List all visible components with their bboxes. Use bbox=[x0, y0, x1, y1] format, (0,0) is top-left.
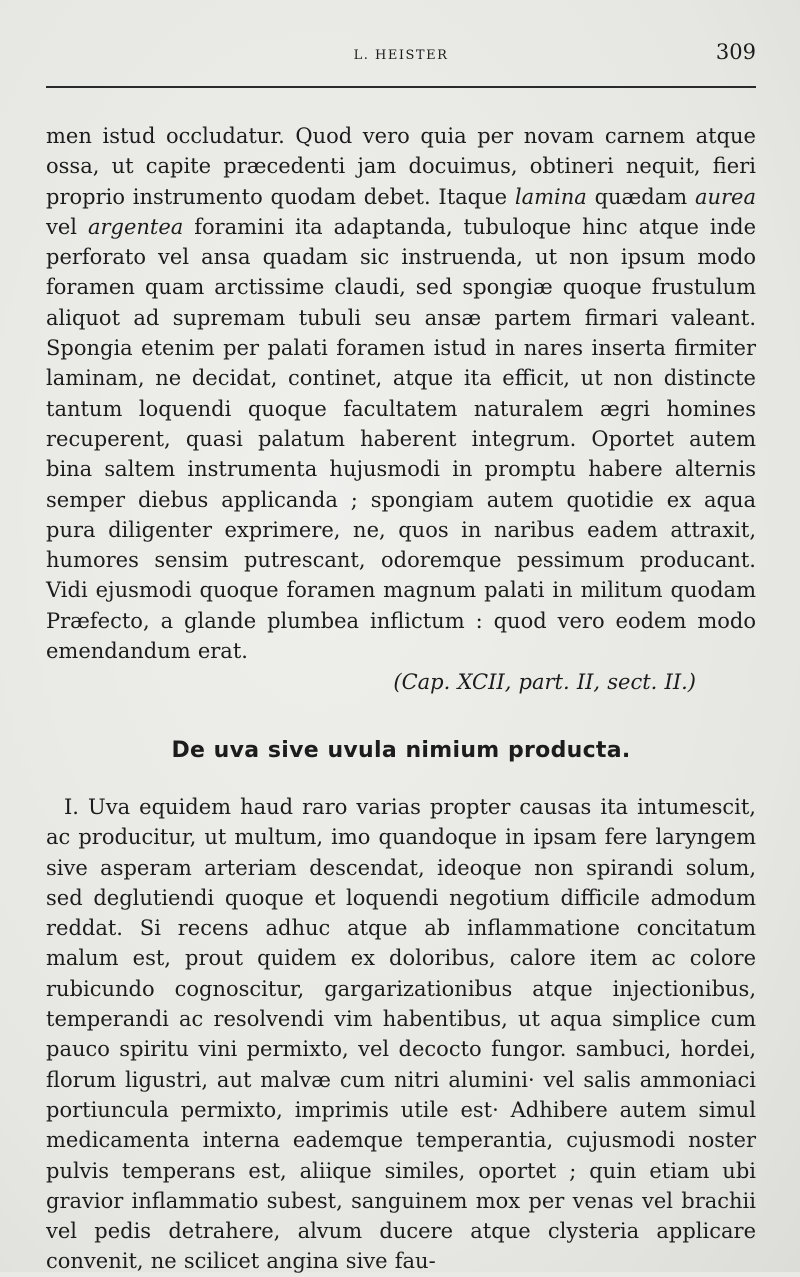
body-text bbox=[46, 121, 756, 1277]
paragraph-text: vel bbox=[46, 214, 88, 239]
paragraph-continuation bbox=[46, 121, 756, 666]
header-rule bbox=[46, 86, 756, 88]
running-head bbox=[46, 34, 756, 84]
paragraph-section-one: I. Uva equidem haud raro varias propter causas ita intumescit, ac producitur, ut multum, imo quandoque in ipsam fere laryngem sive asperam arteriam descendat, ideoque non spirandi solum, sed deglutiendi quoque et loquendi negotium difficile admodum reddat. Si recens adhuc atque ab inflammatione concitatum malum est, prout quidem ex doloribus, calore item ac colore rubicundo cognoscitur, gargarizationibus atque injectionibus, temperandi ac resolvendi vim habentibus, ut aqua simplice cum pauco spiritu vini permixto, vel decocto fungor. sambuci, hordei, florum ligustri, aut malvæ cum nitri alumini· vel salis ammoniaci portiuncula permixto, imprimis utile est· Adhibere autem simul medicamenta interna eademque temperantia, cujusmodi noster pulvis temperans est, aliique similes, oportet ; quin etiam ubi gravior inflammatio subest, sanguinem mox per venas vel brachii vel pedis detrahere, alvum ducere atque clysteria applicare convenit, ne scilicet angina sive fau- bbox=[46, 794, 756, 1274]
italic-term-argentea: argentea bbox=[87, 214, 184, 239]
paragraph-text: men istud occludatur. Quod vero quia per novam carnem atque ossa, ut capite præcedenti jam docuimus, obtineri nequit, fieri proprio instrumento quodam debet. Itaque bbox=[46, 124, 756, 209]
paragraph-text: foramini ita adaptanda, tubuloque hinc atque inde perforato vel ansa quadam sic instruenda, ut non ipsum modo foramen quam arctissime claudi, sed spongiæ quoque frustulum aliquot ad supremam tubuli seu ansæ partem firmari valeant. Spongia etenim per palati foramen istud in nares inserta firmiter laminam, ne decidat, continet, atque ita efficit, ut non distincte tantum loquendi quoque facultatem naturalem ægri homines recuperent, quasi palatum haberent integrum. Oportet autem bina saltem instrumenta hujusmodi in promptu habere alternis semper diebus applicanda ; spongiam autem quotidie ex aqua pura diligenter exprimere, ne, quos in naribus eadem attraxit, humores sensim putrescant, odoremque pessimum producant. Vidi ejusmodi quoque foramen magnum palati in militum quodam Præfecto, a glande plumbea inflictum : quod vero eodem modo emendandum erat. bbox=[46, 214, 756, 664]
italic-term-lamina: lamina bbox=[514, 184, 587, 209]
section-title: De uva sive uvula nimium producta. bbox=[171, 737, 631, 763]
italic-term-aurea: aurea bbox=[694, 184, 756, 209]
running-head-author: L. HEISTER bbox=[353, 48, 449, 63]
source-citation: (Cap. XCII, part. II, sect. II.) bbox=[393, 670, 696, 695]
page-number: 309 bbox=[715, 40, 756, 64]
paragraph-text: quædam bbox=[586, 184, 695, 209]
